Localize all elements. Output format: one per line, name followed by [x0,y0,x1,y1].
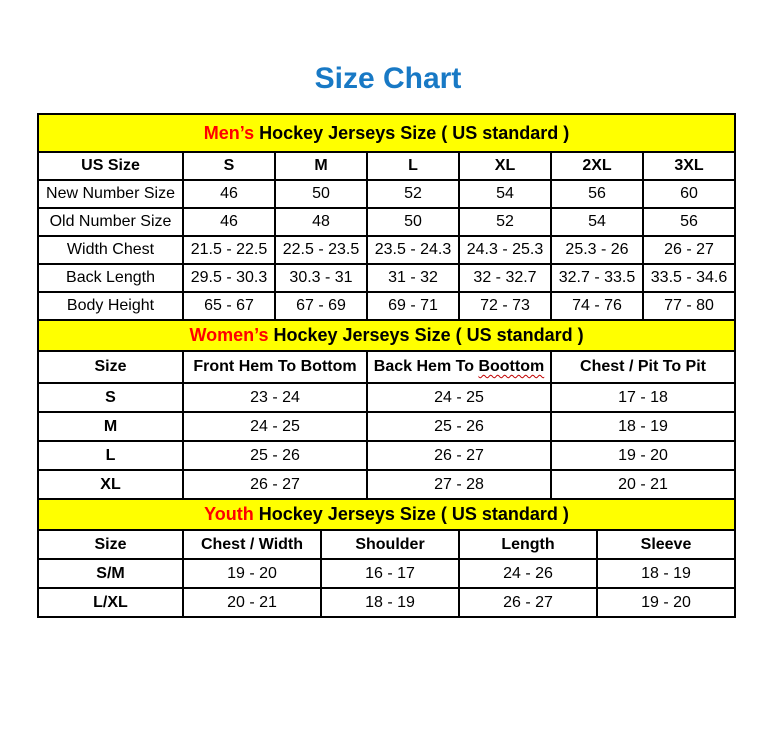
womens-col-header-misspelled-word: Boottom [478,358,545,375]
womens-col-header: Size [38,351,183,383]
size-value: 29.5 - 30.3 [183,264,275,292]
row-label: Body Height [38,292,183,320]
youth-col-header: Shoulder [321,530,459,559]
size-value: 19 - 20 [183,559,321,588]
size-value: 69 - 71 [367,292,459,320]
size-value: 24.3 - 25.3 [459,236,551,264]
mens-section-band-row [38,114,735,152]
mens-col-header: XL [459,152,551,180]
size-value: 26 - 27 [183,470,367,499]
row-label: Back Length [38,264,183,292]
size-value: 30.3 - 31 [275,264,367,292]
size-value: 18 - 19 [551,412,735,441]
size-value: 16 - 17 [321,559,459,588]
womens-col-header [367,351,551,383]
womens-section-band-row [38,320,735,351]
size-value: 26 - 27 [367,441,551,470]
table-row [38,264,735,292]
womens-col-header: Chest / Pit To Pit [551,351,735,383]
table-row [38,470,735,499]
size-value: 54 [551,208,643,236]
mens-col-header: L [367,152,459,180]
table-row [38,412,735,441]
size-value: 74 - 76 [551,292,643,320]
size-value: 72 - 73 [459,292,551,320]
size-chart-tables [37,113,735,618]
youth-col-header: Size [38,530,183,559]
size-value: 46 [183,180,275,208]
row-label: S/M [38,559,183,588]
row-label: XL [38,470,183,499]
size-value: 18 - 19 [597,559,735,588]
row-label: Width Chest [38,236,183,264]
row-label: M [38,412,183,441]
size-value: 23.5 - 24.3 [367,236,459,264]
size-value: 52 [367,180,459,208]
table-row [38,441,735,470]
size-value: 26 - 27 [643,236,735,264]
mens-col-header: 3XL [643,152,735,180]
size-value: 23 - 24 [183,383,367,412]
size-value: 65 - 67 [183,292,275,320]
size-value: 24 - 25 [183,412,367,441]
mens-col-header: 2XL [551,152,643,180]
mens-col-header: S [183,152,275,180]
size-value: 26 - 27 [459,588,597,617]
row-label: Old Number Size [38,208,183,236]
size-value: 18 - 19 [321,588,459,617]
size-value: 20 - 21 [551,470,735,499]
youth-section-title-highlight: Youth [204,504,254,524]
mens-col-header: US Size [38,152,183,180]
womens-section-title [38,320,735,351]
size-value: 77 - 80 [643,292,735,320]
table-row [38,588,735,617]
mens-header-row [38,152,735,180]
row-label: L [38,441,183,470]
youth-col-header: Length [459,530,597,559]
womens-col-header: Front Hem To Bottom [183,351,367,383]
youth-col-header: Sleeve [597,530,735,559]
size-value: 25 - 26 [183,441,367,470]
table-row [38,236,735,264]
size-value: 31 - 32 [367,264,459,292]
womens-col-header-prefix: Back Hem To [373,358,474,375]
womens-section-title-rest: Hockey Jerseys Size ( US standard ) [268,325,584,345]
size-value: 22.5 - 23.5 [275,236,367,264]
size-value: 52 [459,208,551,236]
size-value: 25 - 26 [367,412,551,441]
row-label: New Number Size [38,180,183,208]
table-row [38,180,735,208]
table-row [38,559,735,588]
size-value: 60 [643,180,735,208]
size-value: 24 - 26 [459,559,597,588]
size-value: 21.5 - 22.5 [183,236,275,264]
size-value: 56 [643,208,735,236]
size-value: 25.3 - 26 [551,236,643,264]
youth-section-band-row [38,499,735,530]
row-label: L/XL [38,588,183,617]
size-value: 24 - 25 [367,383,551,412]
size-value: 33.5 - 34.6 [643,264,735,292]
size-value: 56 [551,180,643,208]
mens-section-title [38,114,735,152]
size-value: 19 - 20 [597,588,735,617]
size-value: 54 [459,180,551,208]
size-value: 48 [275,208,367,236]
mens-size-table [37,113,736,321]
size-value: 32 - 32.7 [459,264,551,292]
size-value: 50 [275,180,367,208]
womens-size-table [37,319,736,500]
size-value: 50 [367,208,459,236]
table-row [38,208,735,236]
mens-col-header: M [275,152,367,180]
page-title: Size Chart [314,62,462,95]
womens-header-row [38,351,735,383]
womens-section-title-highlight: Women’s [189,325,269,345]
table-row [38,383,735,412]
size-value: 46 [183,208,275,236]
youth-col-header: Chest / Width [183,530,321,559]
size-value: 67 - 69 [275,292,367,320]
row-label: S [38,383,183,412]
youth-section-title-rest: Hockey Jerseys Size ( US standard ) [253,504,569,524]
size-value: 20 - 21 [183,588,321,617]
youth-header-row [38,530,735,559]
size-value: 19 - 20 [551,441,735,470]
mens-section-title-highlight: Men’s [203,122,255,143]
youth-section-title [38,499,735,530]
mens-section-title-rest: Hockey Jerseys Size ( US standard ) [254,122,570,143]
size-value: 27 - 28 [367,470,551,499]
table-row [38,292,735,320]
size-value: 32.7 - 33.5 [551,264,643,292]
size-value: 17 - 18 [551,383,735,412]
youth-size-table [37,498,736,618]
